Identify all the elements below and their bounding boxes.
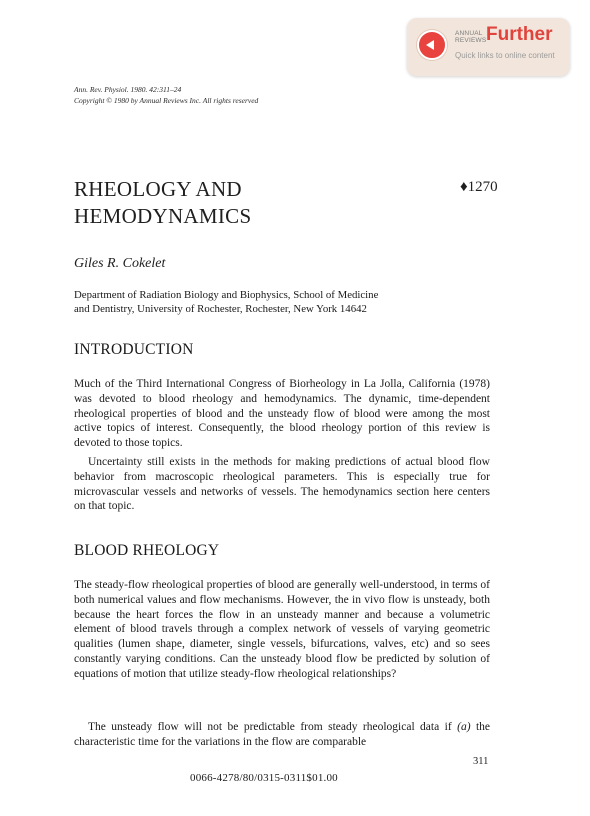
blood-rheology-heading: BLOOD RHEOLOGY — [74, 542, 220, 559]
rheology-paragraph-2: The unsteady flow will not be predictable from steady rheological data if (a) the characteristic time for the variations in the flow are comparable — [74, 721, 491, 748]
author-name: Giles R. Cokelet — [74, 256, 166, 271]
copyright-notice: Copyright © 1980 by Annual Reviews Inc. All rights reserved — [74, 96, 259, 105]
intro-paragraph-2: Uncertainty still exists in the methods for making predictions of actual blood flow behavior from macroscopic rheological parameters. This is especially true for microvascular vessels and networks of vessels. The hemodynamics section here centers on that topic. — [74, 456, 490, 513]
introduction-heading: INTRODUCTION — [74, 341, 194, 358]
article-code: ♦1270 — [460, 179, 498, 195]
article-title: RHEOLOGY AND HEMODYNAMICS — [74, 177, 252, 228]
intro-paragraph-1: Much of the Third International Congress of Biorheology in La Jolla, California (1978) was devoted to blood rheology and hemodynamics. The dynamic, time-dependent rheological properties of blood and the unsteady flow of blood were among the most active topics of interest. Consequently, the blood rheology portion of this review is devoted to those topics. — [74, 378, 490, 450]
rheology-paragraph-1: The steady-flow rheological properties of blood are generally well-understood, in terms of both numerical values and flow mechanisms. However, the in vivo flow is unsteady, both because the heart forces the flow in an unsteady manner and because a volumetric element of blood travels through a complex network of vessels of varying geometric qualities (lumen shape, diameter, single vessels, bifurcations, valves, etc) and so sees constantly varying conditions. Can the unsteady blood flow be predicted by solution of equations of motion that utilize steady-flow rheological relationships? — [74, 579, 490, 680]
play-icon[interactable] — [417, 30, 447, 60]
banner-subtitle: Quick links to online content — [455, 51, 555, 60]
journal-citation: Ann. Rev. Physiol. 1980. 42:311–24 — [74, 85, 182, 94]
further-label: Further — [486, 24, 553, 45]
further-banner[interactable] — [407, 18, 570, 76]
annual-reviews-logo: ANNUAL REVIEWS — [455, 30, 487, 44]
footer-code: 0066-4278/80/0315-0311$01.00 — [190, 772, 338, 784]
page-number: 311 — [473, 756, 489, 767]
affiliation: Department of Radiation Biology and Biophysics, School of Medicine and Dentistry, University of Rochester, Rochester, New York 14642 — [74, 289, 379, 315]
